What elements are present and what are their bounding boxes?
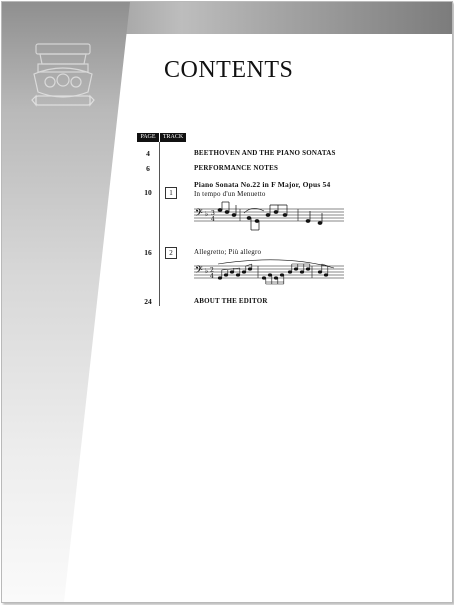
entry-title: Piano Sonata No.22 in F Major, Opus 54 [194,180,331,189]
music-incipit-1 [194,201,346,235]
svg-text:4: 4 [210,273,214,280]
contents-page [1,1,453,603]
svg-text:𝄢: 𝄢 [195,207,203,221]
svg-text:3: 3 [211,210,215,217]
entry-movement: Allegretto; Più allegro [194,248,262,256]
column-divider [159,142,160,306]
entry-title: ABOUT THE EDITOR [194,297,268,305]
track-number-box: 1 [165,187,177,199]
entry-title: BEETHOVEN AND THE PIANO SONATAS [194,149,336,157]
entry-page-number: 6 [146,164,150,173]
entry-page-number: 24 [144,297,152,306]
svg-text:𝄢: 𝄢 [195,264,203,278]
entry-page-number: 10 [144,188,152,197]
entry-page-number: 16 [144,248,152,257]
page-column-header: PAGE [137,133,159,142]
page-title: CONTENTS [164,57,294,83]
entry-title: PERFORMANCE NOTES [194,164,279,172]
music-incipit-2 [194,258,346,288]
crest-emblem-icon [28,40,98,112]
svg-text:2: 2 [210,267,214,274]
track-number-box: 2 [165,247,177,259]
svg-text:♭: ♭ [205,267,209,275]
entry-page-number: 4 [146,149,150,158]
entry-movement: In tempo d'un Menuetto [194,190,266,198]
svg-text:♭: ♭ [205,210,209,218]
svg-text:4: 4 [211,216,215,223]
track-column-header: TRACK [160,133,186,142]
